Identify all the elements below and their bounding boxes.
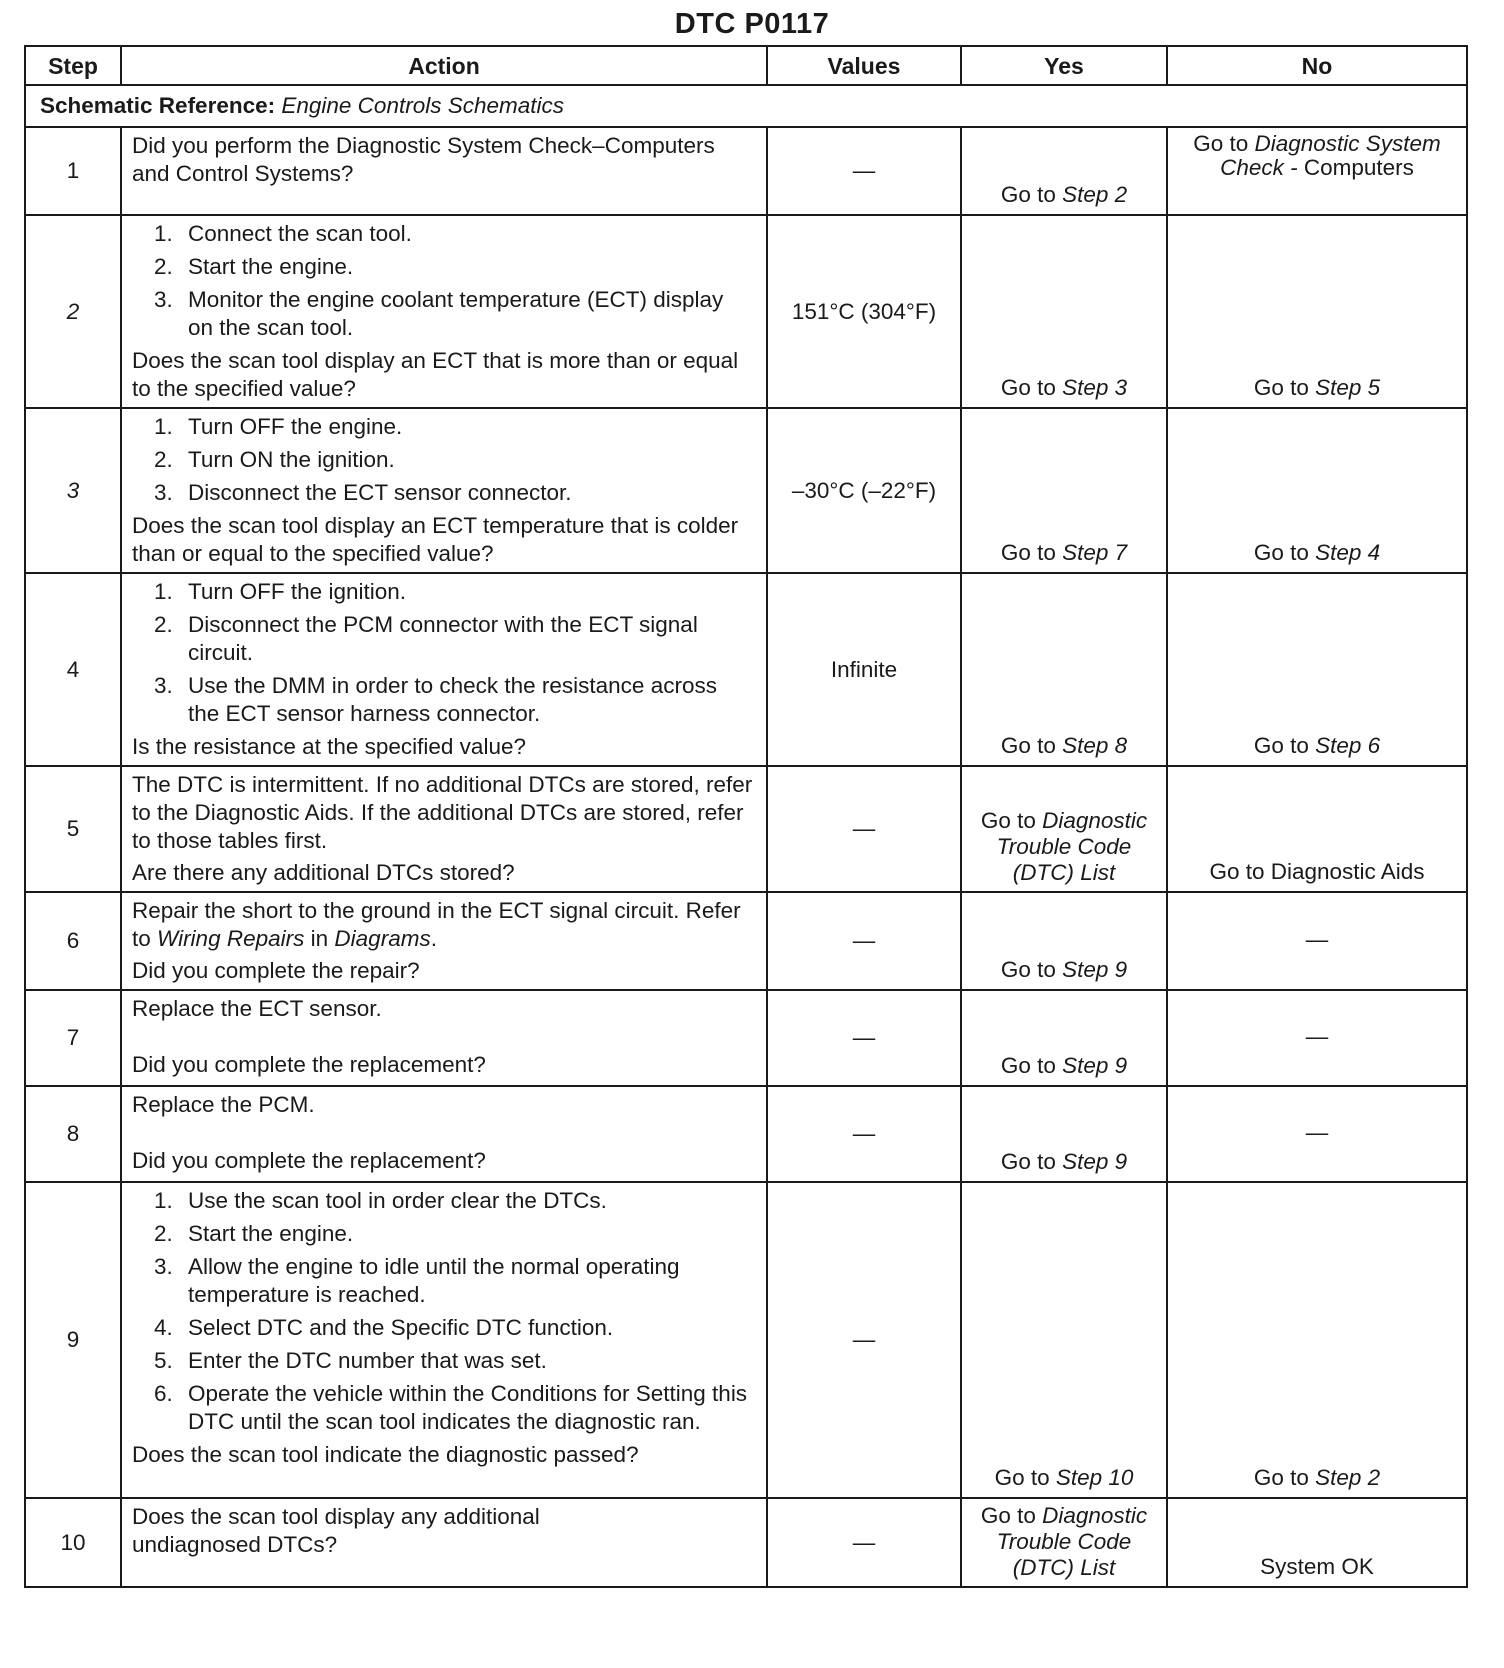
no-step-ref: Step 5 xyxy=(1315,375,1381,400)
step-number: 9 xyxy=(25,1182,121,1498)
no-reference-tail: Computers xyxy=(1303,155,1414,180)
action-question: Is the resistance at the specified value? xyxy=(132,734,526,759)
header-yes: Yes xyxy=(961,46,1167,85)
no-cell xyxy=(1167,408,1467,573)
values-cell: — xyxy=(767,990,961,1086)
yes-cell xyxy=(961,990,1167,1086)
values-cell: — xyxy=(767,1182,961,1498)
list-item-text: Turn OFF the engine. xyxy=(188,414,403,439)
list-item-text: Select DTC and the Specific DTC function. xyxy=(188,1315,614,1340)
action-question: Are there any additional DTCs stored? xyxy=(132,860,515,885)
action-cell xyxy=(121,1182,767,1498)
list-item: 3. Monitor the engine coolant temperature (ECT) display on the scan tool. xyxy=(154,287,724,340)
list-item: 6. Operate the vehicle within the Conditions for Setting this DTC until the scan tool indicates the diagnostic ran. xyxy=(154,1381,748,1434)
values-cell: — xyxy=(767,1498,961,1587)
list-item-text: Use the DMM in order to check the resistance across the ECT sensor harness connector. xyxy=(188,673,717,726)
table-row-step-7 xyxy=(25,990,1467,1086)
list-item-text: Use the scan tool in order clear the DTCs. xyxy=(188,1188,607,1213)
list-item: 2. Turn ON the ignition. xyxy=(154,447,395,472)
action-text: Replace the PCM. xyxy=(132,1092,315,1117)
go-to-label: Go to xyxy=(1193,131,1249,156)
no-cell: — xyxy=(1167,892,1467,990)
list-item-text: Enter the DTC number that was set. xyxy=(188,1348,547,1373)
list-item-text: Disconnect the ECT sensor connector. xyxy=(188,480,572,505)
schematic-value: Engine Controls Schematics xyxy=(281,93,565,118)
list-item-text: Operate the vehicle within the Conditions for Setting this DTC until the scan tool indicates the diagnostic ran. xyxy=(188,1381,748,1434)
header-action: Action xyxy=(121,46,767,85)
table-row-step-9 xyxy=(25,1182,1467,1498)
table-row-step-10 xyxy=(25,1498,1467,1587)
yes-cell xyxy=(961,892,1167,990)
table-row-step-4 xyxy=(25,573,1467,766)
action-text: Does the scan tool display any additional undiagnosed DTCs? xyxy=(132,1504,540,1557)
step-number: 10 xyxy=(25,1498,121,1587)
yes-step-ref: Step 3 xyxy=(1062,375,1128,400)
go-to-label: Go to xyxy=(1000,733,1056,758)
values-cell: –30°C (–22°F) xyxy=(767,408,961,573)
action-list xyxy=(132,413,754,507)
step-number: 5 xyxy=(25,766,121,892)
no-cell xyxy=(1167,1498,1467,1587)
action-list xyxy=(132,220,754,342)
yes-step-ref: Step 8 xyxy=(1062,733,1128,758)
step-number xyxy=(25,215,121,408)
action-cell xyxy=(121,1086,767,1182)
yes-cell xyxy=(961,1498,1167,1587)
values-cell: Infinite xyxy=(767,573,961,766)
no-reference: System OK xyxy=(1260,1554,1374,1579)
list-item-text: Start the engine. xyxy=(188,1221,354,1246)
no-cell xyxy=(1167,766,1467,892)
go-to-label: Go to xyxy=(980,1503,1036,1528)
go-to-label: Go to xyxy=(994,1465,1050,1490)
action-question: Does the scan tool display an ECT that is more than or equal to the specified value? xyxy=(132,348,739,401)
action-cell xyxy=(121,127,767,215)
action-cell xyxy=(121,408,767,573)
list-item-text: Turn OFF the ignition. xyxy=(188,579,407,604)
yes-cell xyxy=(961,215,1167,408)
list-item: 1. Use the scan tool in order clear the DTCs. xyxy=(154,1188,607,1213)
list-item: 3. Disconnect the ECT sensor connector. xyxy=(154,480,572,505)
document-title: DTC P0117 xyxy=(674,8,830,40)
schematic-label: Schematic Reference: xyxy=(40,93,276,118)
yes-cell xyxy=(961,408,1167,573)
list-item-text: Start the engine. xyxy=(188,254,354,279)
no-reference: Go to Diagnostic Aids xyxy=(1209,859,1425,884)
diagrams-ref: Diagrams xyxy=(334,926,431,951)
header-row xyxy=(25,46,1467,85)
dtc-table xyxy=(24,45,1468,1588)
step-number-text: 3 xyxy=(66,477,80,503)
values-cell: — xyxy=(767,766,961,892)
action-text-part: Repair the short to the ground in the ECT signal circuit. Refer to xyxy=(132,898,741,951)
list-item: 2. Start the engine. xyxy=(154,254,354,279)
list-item: 2. Disconnect the PCM connector with the ECT signal circuit. xyxy=(154,612,698,665)
yes-step-ref: Step 9 xyxy=(1062,1149,1128,1174)
no-cell xyxy=(1167,215,1467,408)
table-row-step-5 xyxy=(25,766,1467,892)
table-row-step-1 xyxy=(25,127,1467,215)
list-item: 4. Select DTC and the Specific DTC function. xyxy=(154,1315,614,1340)
no-step-ref: Step 6 xyxy=(1315,733,1381,758)
step-number: 7 xyxy=(25,990,121,1086)
go-to-label: Go to xyxy=(1000,1053,1056,1078)
schematic-row xyxy=(25,85,1467,127)
step-number: 4 xyxy=(25,573,121,766)
go-to-label: Go to xyxy=(1000,182,1056,207)
step-number xyxy=(25,408,121,573)
header-no: No xyxy=(1167,46,1467,85)
no-cell xyxy=(1167,127,1467,215)
action-list xyxy=(132,578,754,728)
action-text-part: in xyxy=(310,926,329,951)
no-step-ref: Step 4 xyxy=(1315,540,1381,565)
action-question: Did you complete the replacement? xyxy=(132,1148,486,1173)
go-to-label: Go to xyxy=(980,808,1036,833)
list-item: 1. Turn OFF the ignition. xyxy=(154,579,407,604)
go-to-label: Go to xyxy=(1000,375,1056,400)
step-number: 6 xyxy=(25,892,121,990)
action-question: Did you complete the repair? xyxy=(132,958,420,983)
yes-cell xyxy=(961,127,1167,215)
no-step-ref: Step 2 xyxy=(1315,1465,1381,1490)
values-cell: 151°C (304°F) xyxy=(767,215,961,408)
step-number: 1 xyxy=(25,127,121,215)
action-cell xyxy=(121,892,767,990)
schematic-reference xyxy=(25,85,1467,127)
action-text-part: . xyxy=(430,926,437,951)
yes-step-ref: Step 9 xyxy=(1062,1053,1128,1078)
yes-cell xyxy=(961,1086,1167,1182)
list-item-text: Connect the scan tool. xyxy=(188,221,412,246)
list-item: 3. Use the DMM in order to check the resistance across the ECT sensor harness connector. xyxy=(154,673,717,726)
action-cell xyxy=(121,990,767,1086)
no-cell: — xyxy=(1167,1086,1467,1182)
action-text: Replace the ECT sensor. xyxy=(132,996,382,1021)
yes-reference: Diagnostic Trouble Code (DTC) List xyxy=(996,808,1148,885)
yes-step-ref: Step 2 xyxy=(1062,182,1128,207)
table-row-step-8 xyxy=(25,1086,1467,1182)
go-to-label: Go to xyxy=(1253,733,1309,758)
yes-step-ref: Step 7 xyxy=(1062,540,1128,565)
action-text: The DTC is intermittent. If no additional DTCs are stored, refer to the Diagnostic Aids. If the additional DTCs are stored, refer to those tables first. xyxy=(132,772,753,853)
table-row-step-2 xyxy=(25,215,1467,408)
table-row-step-6 xyxy=(25,892,1467,990)
list-item: 1. Connect the scan tool. xyxy=(154,221,412,246)
list-item: 5. Enter the DTC number that was set. xyxy=(154,1348,547,1373)
action-cell xyxy=(121,766,767,892)
action-question: Did you complete the replacement? xyxy=(132,1052,486,1077)
go-to-label: Go to xyxy=(1253,1465,1309,1490)
list-item: 1. Turn OFF the engine. xyxy=(154,414,403,439)
step-number-text: 2 xyxy=(66,298,80,324)
yes-cell xyxy=(961,573,1167,766)
go-to-label: Go to xyxy=(1253,540,1309,565)
no-reference: Diagnostic System Check - xyxy=(1220,131,1441,180)
go-to-label: Go to xyxy=(1000,1149,1056,1174)
list-item-text: Disconnect the PCM connector with the ECT signal circuit. xyxy=(188,612,698,665)
yes-step-ref: Step 10 xyxy=(1055,1465,1134,1490)
action-cell xyxy=(121,573,767,766)
list-item: 2. Start the engine. xyxy=(154,1221,354,1246)
values-cell: — xyxy=(767,127,961,215)
values-cell: — xyxy=(767,1086,961,1182)
list-item-text: Allow the engine to idle until the normal operating temperature is reached. xyxy=(188,1254,680,1307)
yes-step-ref: Step 9 xyxy=(1062,957,1128,982)
action-text xyxy=(132,897,754,953)
action-question: Does the scan tool indicate the diagnostic passed? xyxy=(132,1442,639,1467)
no-cell: — xyxy=(1167,990,1467,1086)
go-to-label: Go to xyxy=(1000,957,1056,982)
table-row-step-3 xyxy=(25,408,1467,573)
header-values: Values xyxy=(767,46,961,85)
yes-cell xyxy=(961,766,1167,892)
list-item-text: Turn ON the ignition. xyxy=(188,447,395,472)
go-to-label: Go to xyxy=(1253,375,1309,400)
action-question: Does the scan tool display an ECT temperature that is colder than or equal to the specified value? xyxy=(132,513,739,566)
step-number: 8 xyxy=(25,1086,121,1182)
values-cell: — xyxy=(767,892,961,990)
no-cell xyxy=(1167,573,1467,766)
yes-reference: Diagnostic Trouble Code (DTC) List xyxy=(996,1503,1148,1580)
action-cell xyxy=(121,1498,767,1587)
list-item: 3. Allow the engine to idle until the normal operating temperature is reached. xyxy=(154,1254,680,1307)
wiring-repairs-ref: Wiring Repairs xyxy=(157,926,305,951)
no-cell xyxy=(1167,1182,1467,1498)
action-list xyxy=(132,1187,754,1436)
header-step: Step xyxy=(25,46,121,85)
action-text: Did you perform the Diagnostic System Check–Computers and Control Systems? xyxy=(132,133,715,186)
action-cell xyxy=(121,215,767,408)
yes-cell xyxy=(961,1182,1167,1498)
list-item-text: Monitor the engine coolant temperature (ECT) display on the scan tool. xyxy=(188,287,724,340)
go-to-label: Go to xyxy=(1000,540,1056,565)
